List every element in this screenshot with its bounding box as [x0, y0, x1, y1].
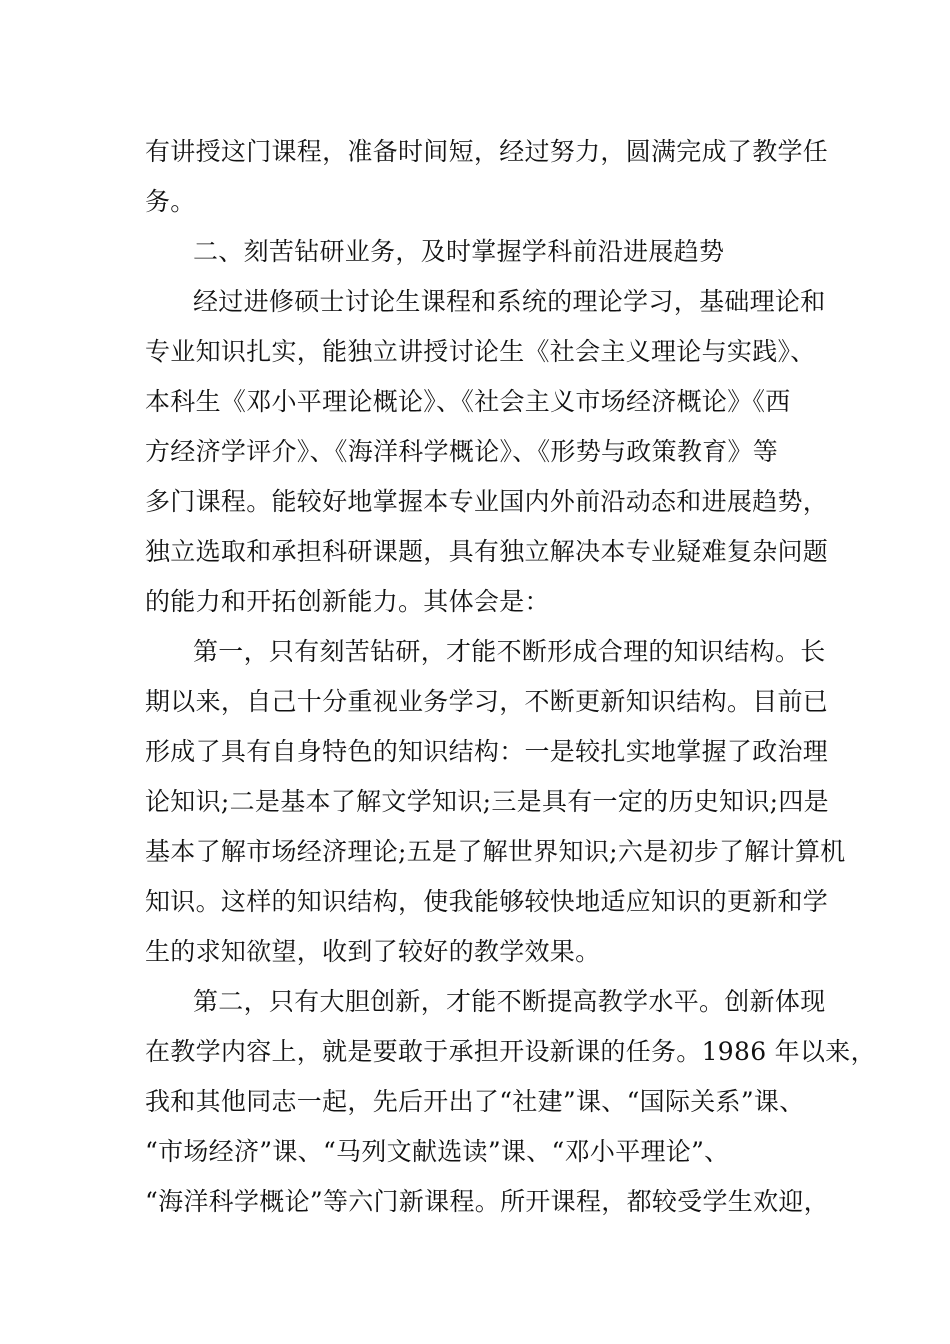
text-line: 多门课程。能较好地掌握本专业国内外前沿动态和进展趋势，: [145, 487, 829, 516]
text-line: “海洋科学概论”等六门新课程。所开课程，都较受学生欢迎，: [145, 1187, 829, 1216]
text-line: 论知识;二是基本了解文学知识;三是具有一定的历史知识;四是: [145, 787, 829, 816]
paragraph-first-line: 第二，只有大胆创新，才能不断提高教学水平。创新体现: [193, 987, 826, 1016]
text-line: 有讲授这门课程，准备时间短，经过努力，圆满完成了教学任: [145, 137, 829, 166]
text-line: 本科生《邓小平理论概论》、《社会主义市场经济概论》《西: [145, 387, 791, 416]
section-heading: 二、刻苦钻研业务，及时掌握学科前沿进展趋势: [193, 237, 725, 266]
text-line: 方经济学评介》、《海洋科学概论》、《形势与政策教育》等: [145, 437, 779, 466]
text-line: 的能力和开拓创新能力。其体会是：: [145, 587, 550, 616]
text-line: 生的求知欲望，收到了较好的教学效果。: [145, 937, 601, 966]
text-line: 我和其他同志一起，先后开出了“社建”课、“国际关系”课、: [145, 1087, 805, 1116]
text-line: 务。: [145, 187, 196, 216]
text-line: 知识。这样的知识结构，使我能够较快地适应知识的更新和学: [145, 887, 829, 916]
text-line: 在教学内容上，就是要敢于承担开设新课的任务。1986 年以来，: [145, 1037, 876, 1066]
text-line: 期以来，自己十分重视业务学习，不断更新知识结构。目前已: [145, 687, 829, 716]
text-line: 独立选取和承担科研课题，具有独立解决本专业疑难复杂问题: [145, 537, 829, 566]
paragraph-first-line: 第一，只有刻苦钻研，才能不断形成合理的知识结构。长: [193, 637, 826, 666]
text-line: “市场经济”课、“马列文献选读”课、“邓小平理论”、: [145, 1137, 730, 1166]
text-line: 专业知识扎实，能独立讲授讨论生《社会主义理论与实践》、: [145, 337, 816, 366]
text-line: 基本了解市场经济理论;五是了解世界知识;六是初步了解计算机: [145, 837, 846, 866]
paragraph-first-line: 经过进修硕士讨论生课程和系统的理论学习，基础理论和: [193, 287, 826, 316]
text-line: 形成了具有自身特色的知识结构：一是较扎实地掌握了政治理: [145, 737, 829, 766]
